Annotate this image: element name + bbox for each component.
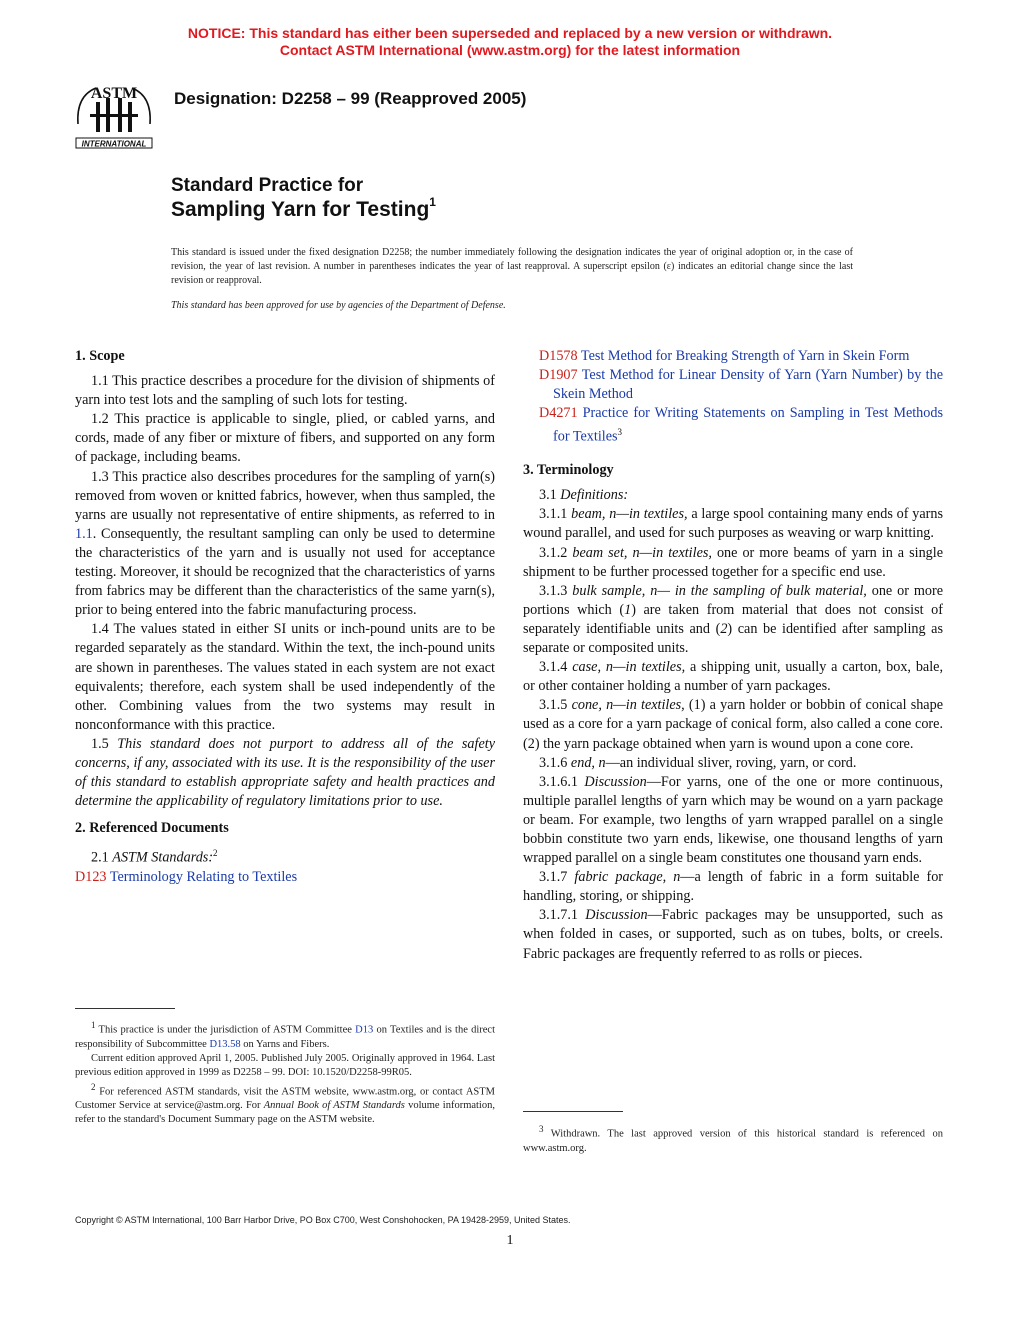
- scope-1-3: 1.3 This practice also describes procedures for the sampling of yarn(s) removed from woven or knitted fabrics, however, when thus sampled, the yarns are usually not representative of entire shipments, as referred to in 1.1. Consequently, the resultant sampling can only be used to determine the characteristics of the yarn and is usually not used for acceptance testing. Moreover, it should be recognized that the characteristics of yarns from fabrics may be different than the characteristics of the same yarn(s), prior to being entered into the fabric manufacturing process.: [75, 468, 495, 619]
- logo-caption: INTERNATIONAL: [81, 139, 147, 149]
- page-number: 1: [506, 1233, 514, 1248]
- committee-link-d13[interactable]: D13: [355, 1024, 374, 1036]
- definition-cone: 3.1.5 cone, n—in textiles, (1) a yarn holder or bobbin of conical shape used as a core for a yarn package of conical form, also called a cone core. (2) the yarn package obtained when yarn is wound upon a cone core.: [523, 697, 943, 752]
- notice-line-2: Contact ASTM International (www.astm.org) for the latest information: [279, 42, 741, 58]
- definition-fabric-package: 3.1.7 fabric package, n—a length of fabric in a form suitable for handling, storing, or shipping.: [523, 869, 944, 905]
- footnotes-right: [523, 1122, 943, 1156]
- referenced-2-1: 2.1 ASTM Standards:$^2$: [91, 848, 218, 867]
- footnote-1: $^1$ This practice is under the jurisdiction of ASTM Committee D13 on Textiles and is the direct responsibility of Subcommittee D13.58 on Yarns and Fibers.: [75, 1020, 495, 1050]
- definition-beam-set: 3.1.2 beam set, n—in textiles, one or more beams of yarn in a single shipment to be further processed together for a specific end use.: [523, 544, 943, 580]
- footnotes-left: [75, 1018, 495, 1127]
- left-column: [75, 347, 495, 887]
- astm-logo: [66, 76, 162, 152]
- footnote-rule-left: [75, 1008, 175, 1009]
- right-column: [523, 347, 943, 964]
- subcommittee-link-d13-58[interactable]: D13.58: [209, 1038, 241, 1050]
- reference-title[interactable]: Practice for Writing Statements on Sampling in Test Methods for Textiles: [553, 405, 943, 446]
- reference-code[interactable]: D1578: [539, 348, 578, 364]
- footnote-1-edition: Current edition approved April 1, 2005. Published July 2005. Originally approved in 1964. Last previous edition approved in 1999 as D2258 – 99. DOI: 10.1520/D2258-99R05.: [75, 1052, 495, 1078]
- reference-code[interactable]: D123: [75, 869, 107, 886]
- title-text: Sampling Yarn for Testing: [171, 198, 430, 221]
- scope-1-1: 1.1 This practice describes a procedure for the division of shipments of yarn into test lots and the sampling of such lots for testing.: [75, 373, 495, 409]
- section-scope-heading: 1. Scope: [75, 348, 125, 364]
- reference-title[interactable]: Test Method for Breaking Strength of Yarn in Skein Form: [580, 348, 910, 364]
- notice-line-1: NOTICE: This standard has either been superseded and replaced by a new version or withdrawn.: [187, 25, 833, 41]
- scope-1-4: 1.4 The values stated in either SI units or inch-pound units are to be regarded separately as the standard. Within the text, the inch-pound units are shown in parentheses. The values stated in each system are not exact equivalents; therefore, each system shall be used independently of the other. Combining values from the two systems may result in nonconformance with this practice.: [75, 621, 495, 733]
- title-line-1: Standard Practice for: [171, 175, 364, 196]
- reference-item: D4271 Practice for Writing Statements on Sampling in Test Methods for Textiles$^3$: [539, 405, 943, 446]
- scope-1-5: 1.5 This standard does not purport to address all of the safety concerns, if any, associated with its use. It is the responsibility of the user of this standard to establish appropriate safety and health practices and determine the applicability of regulatory limitations prior to use.: [75, 735, 495, 810]
- intro-paragraph: This standard is issued under the fixed designation D2258; the number immediately following the designation indicates the year of original adoption or, in the case of revision, the year of last revision. A number in parentheses indicates the year of last reapproval. A superscript epsilon (ε) indicates an editorial change since the last revision or reapproval.: [171, 247, 853, 286]
- dod-approval-note: This standard has been approved for use by agencies of the Department of Defense.: [171, 300, 506, 311]
- scope-1-2: 1.2 This practice is applicable to single, plied, or cabled yarns, and cords, made of any fiber or mixture of fibers, and supported on any form of package, including beams.: [75, 411, 495, 466]
- designation: Designation: D2258 – 99 (Reapproved 2005): [174, 89, 527, 108]
- footnote-rule-right: [523, 1111, 623, 1112]
- section-link-1-1[interactable]: 1.1: [75, 525, 93, 542]
- reference-item: [523, 366, 943, 404]
- reference-title[interactable]: Terminology Relating to Textiles: [109, 869, 298, 886]
- withdrawal-notice: [0, 25, 1020, 59]
- section-terminology-heading: 3. Terminology: [523, 462, 614, 479]
- title-footnote-mark: 1: [429, 195, 436, 209]
- footnote-2: $^2$ For referenced ASTM standards, visit the ASTM website, www.astm.org, or contact ASTM Customer Service at service@astm.org. For Annual Book of ASTM Standards volume information, refer to the standard's Document Summary page on the ASTM website.: [75, 1081, 495, 1125]
- discussion-fabric-package: 3.1.7.1 Discussion—Fabric packages may be unsupported, such as when folded in cases, or supported, such as on tubes, bolts, or creels. Fabric packages are frequently referred to as rolls or pieces.: [523, 907, 943, 962]
- reference-item: [75, 868, 495, 887]
- reference-code[interactable]: D4271: [539, 405, 578, 422]
- title-line-2: [171, 197, 436, 222]
- footnote-3: $^3$ Withdrawn. The last approved version of this historical standard is referenced on www.astm.org.: [523, 1124, 943, 1154]
- discussion-end: 3.1.6.1 Discussion—For yarns, one of the one or more continuous, multiple parallel lengths of yarn which may be wound on a yarn package or beam. For example, two lengths of yarn wrapped parallel on a single bobbin constitute two yarn ends, likewise, one thousand lengths of yarn wrapped parallel on a single beam constitutes one thousand yarn ends.: [523, 773, 943, 867]
- definition-bulk-sample: 3.1.3 bulk sample, n— in the sampling of bulk material, one or more portions which (1) are taken from material that does not consist of separately identifiable units and (2) can be identified after sampling as separate or composited units.: [523, 582, 943, 657]
- section-referenced-heading: 2. Referenced Documents: [75, 820, 229, 837]
- logo-letters: ASTM: [90, 85, 138, 102]
- definition-beam: 3.1.1 beam, n—in textiles, a large spool containing many ends of yarns wound parallel, and used for such purposes as weaving or warp knitting.: [523, 506, 943, 542]
- definition-end: 3.1.6 end, n—an individual sliver, roving, yarn, or cord.: [539, 754, 857, 771]
- copyright-line: Copyright © ASTM International, 100 Barr Harbor Drive, PO Box C700, West Conshohocken, PA 19428-2959, United States.: [75, 1215, 571, 1225]
- definition-case: 3.1.4 case, n—in textiles, a shipping unit, usually a carton, box, bale, or other container holding a number of yarn packages.: [523, 659, 943, 695]
- terminology-3-1: 3.1 Definitions:: [539, 487, 629, 504]
- reference-code[interactable]: D1907: [539, 367, 578, 384]
- reference-title[interactable]: Test Method for Linear Density of Yarn (Yarn Number) by the Skein Method: [553, 367, 943, 403]
- reference-item: [523, 347, 943, 366]
